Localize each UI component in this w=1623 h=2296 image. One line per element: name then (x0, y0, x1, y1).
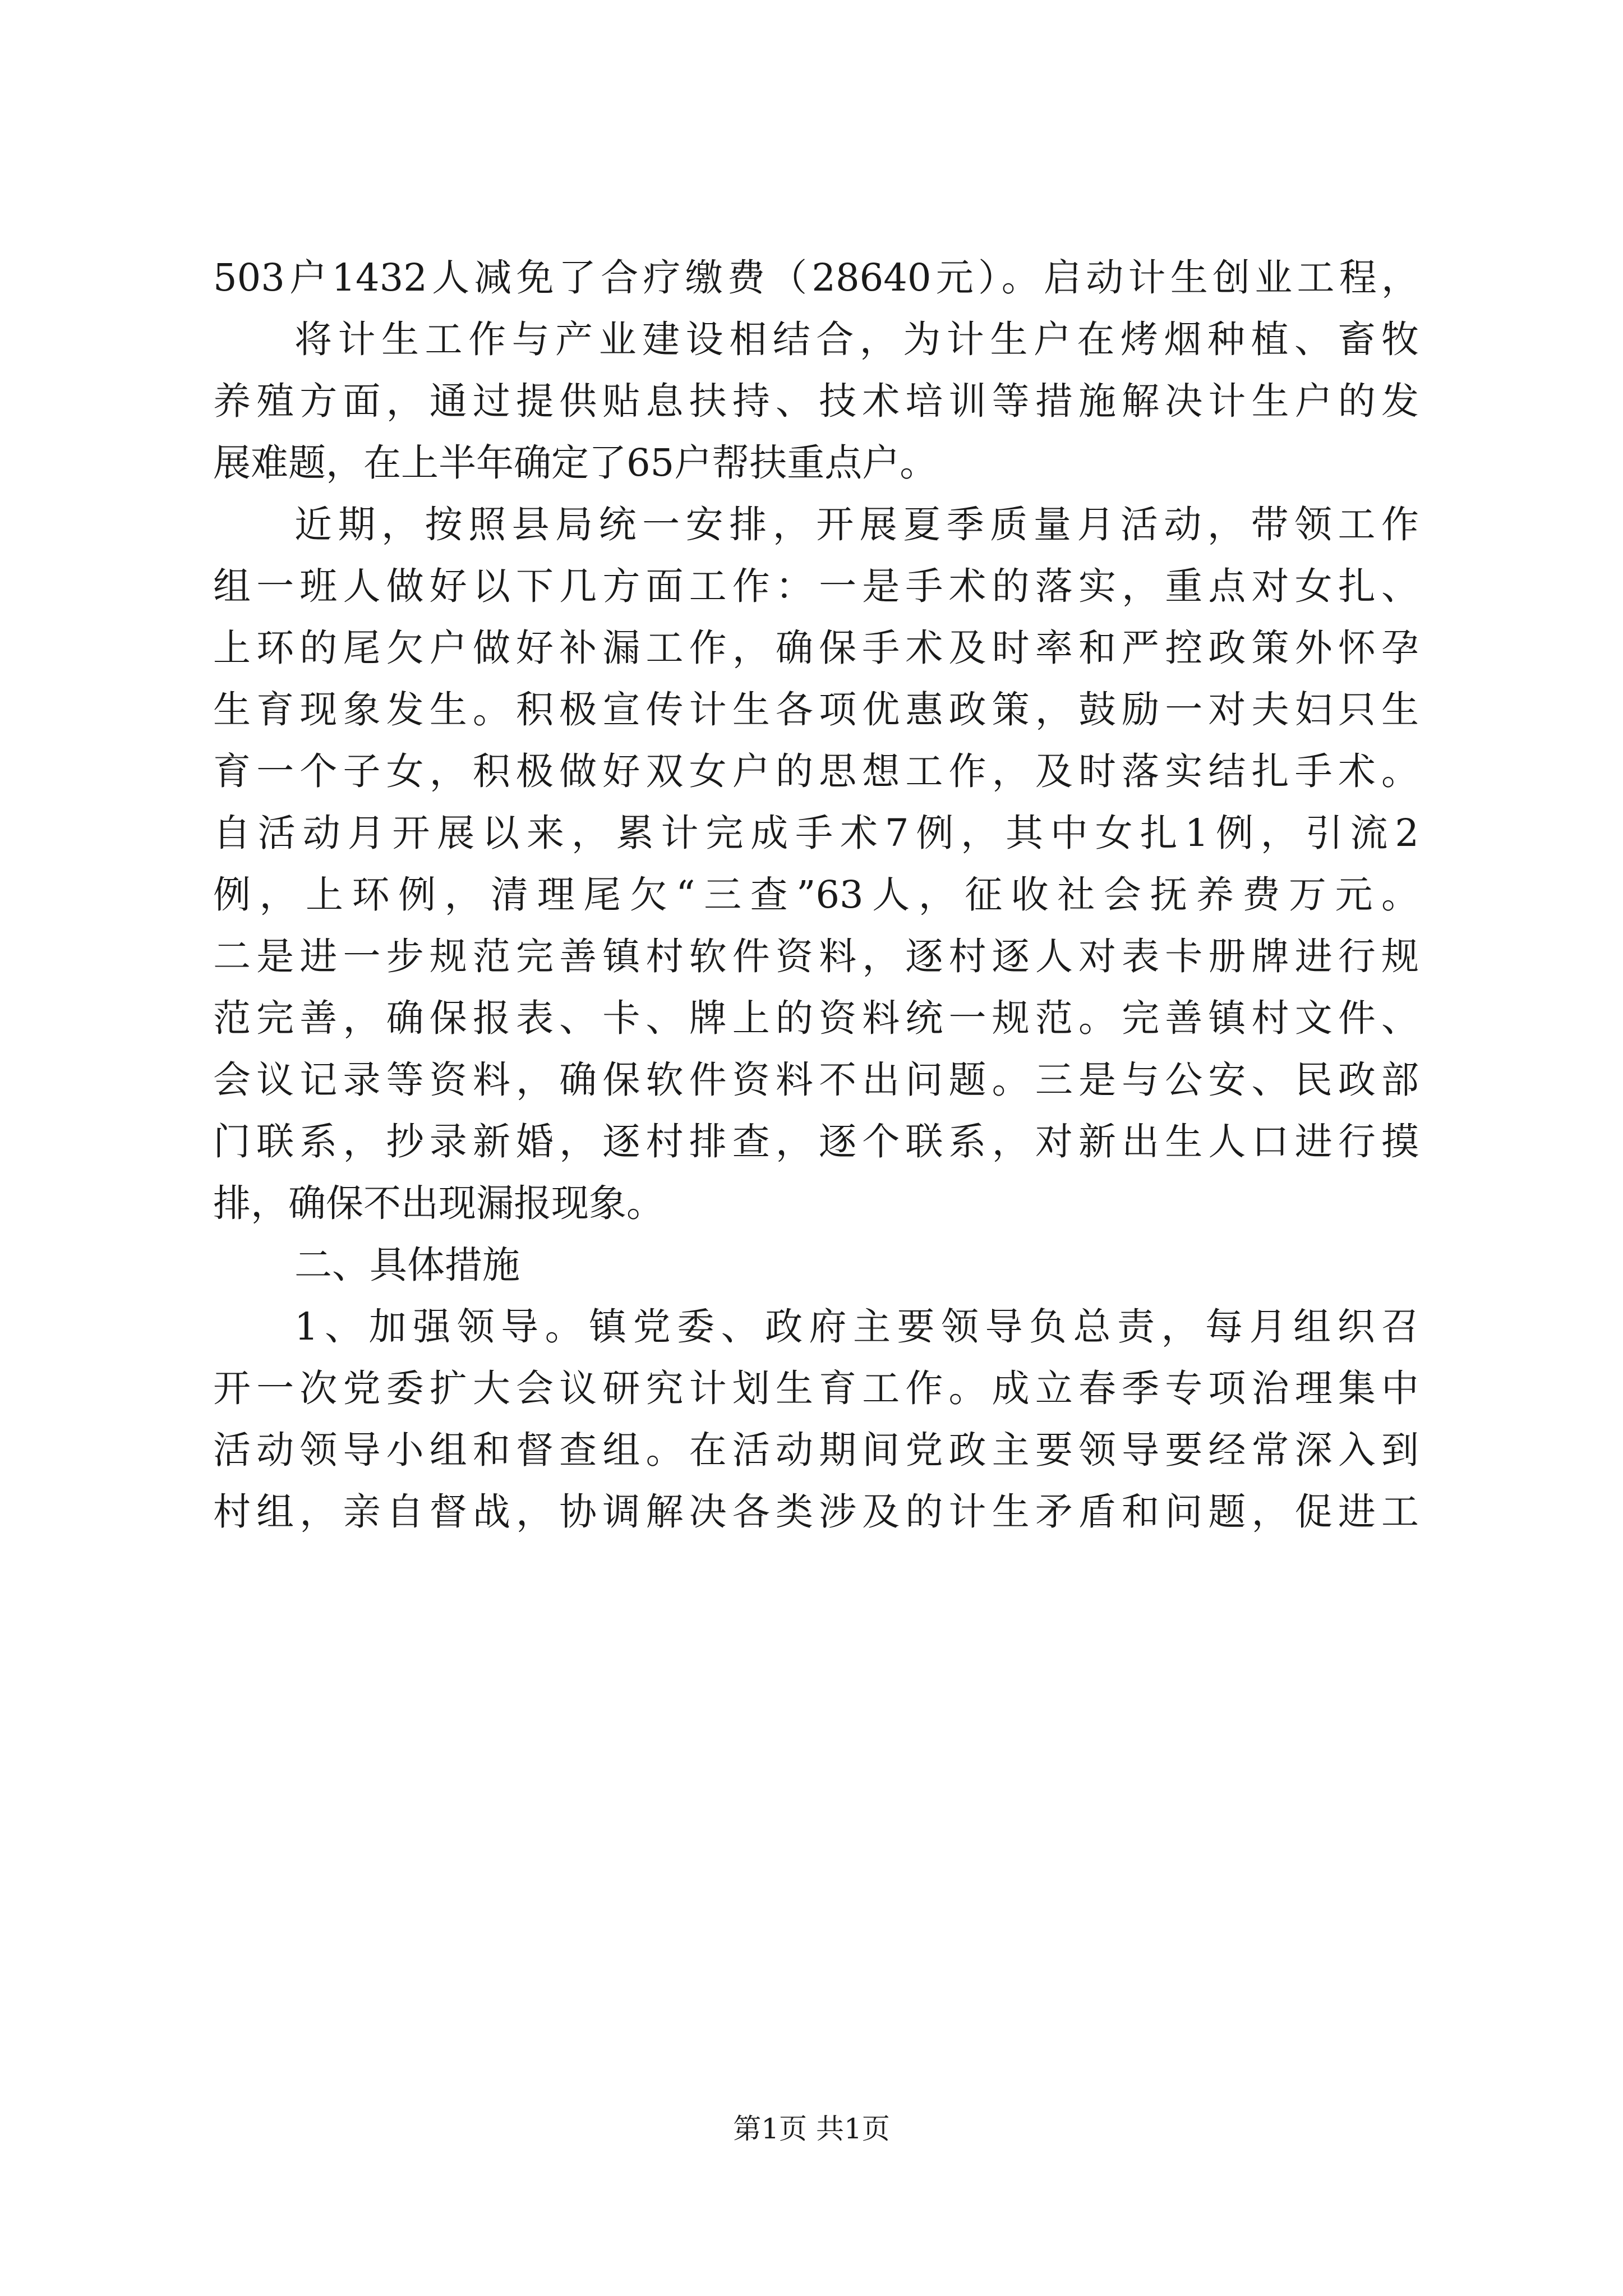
text-line: 组一班人做好以下几方面工作：一是手术的落实，重点对女扎、 (213, 564, 1419, 608)
text-line: 排，确保不出现漏报现象。 (213, 1181, 664, 1225)
text-line: 1、加强领导。镇党委、政府主要领导负总责，每月组织召 (294, 1305, 1419, 1349)
text-line: 例，上环例，清理尾欠“三查”63人，征收社会抚养费万元。 (213, 873, 1419, 917)
text-line: 开一次党委扩大会议研究计划生育工作。成立春季专项治理集中 (213, 1366, 1419, 1410)
text-line: 育一个子女，积极做好双女户的思想工作，及时落实结扎手术。 (213, 749, 1419, 793)
text-line: 将计生工作与产业建设相结合，为计生户在烤烟种植、畜牧 (294, 318, 1419, 361)
text-line: 二是进一步规范完善镇村软件资料，逐村逐人对表卡册牌进行规 (213, 935, 1419, 978)
text-line: 展难题，在上半年确定了65户帮扶重点户。 (213, 441, 938, 485)
text-line: 门联系，抄录新婚，逐村排查，逐个联系，对新出生人口进行摸 (213, 1120, 1419, 1163)
text-line: 503户1432人减免了合疗缴费（28640元）。启动计生创业工程， (213, 256, 1419, 300)
text-line: 村组，亲自督战，协调解决各类涉及的计生矛盾和问题，促进工 (213, 1490, 1419, 1534)
page-number-footer: 第1页 共1页 (733, 2113, 890, 2145)
text-line: 上环的尾欠户做好补漏工作，确保手术及时率和严控政策外怀孕 (213, 626, 1419, 670)
text-line: 生育现象发生。积极宣传计生各项优惠政策，鼓励一对夫妇只生 (213, 688, 1419, 731)
text-line: 范完善，确保报表、卡、牌上的资料统一规范。完善镇村文件、 (213, 996, 1419, 1040)
document-body (213, 247, 1419, 1543)
text-line: 近期，按照县局统一安排，开展夏季质量月活动，带领工作 (294, 503, 1419, 546)
text-line: 活动领导小组和督查组。在活动期间党政主要领导要经常深入到 (213, 1428, 1419, 1472)
text-line: 会议记录等资料，确保软件资料不出问题。三是与公安、民政部 (213, 1058, 1419, 1102)
text-line: 自活动月开展以来，累计完成手术7例，其中女扎1例，引流2 (213, 811, 1419, 855)
section-heading: 二、具体措施 (294, 1243, 520, 1287)
text-line: 养殖方面，通过提供贴息扶持、技术培训等措施解决计生户的发 (213, 379, 1419, 423)
